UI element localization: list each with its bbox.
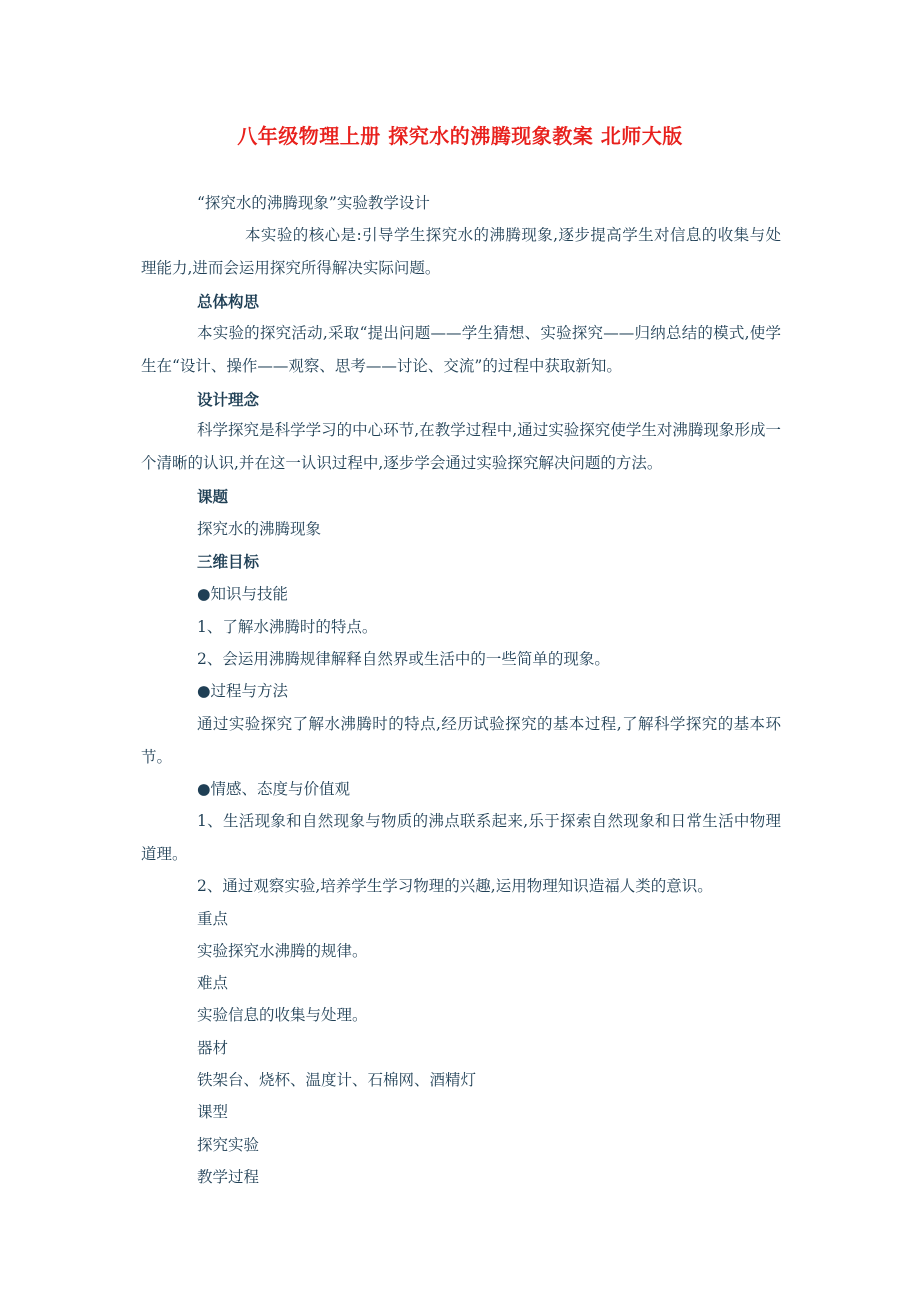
- goal2-heading: ●过程与方法: [197, 682, 289, 700]
- concept-paragraph: 科学探究是科学学习的中心环节,在教学过程中,通过实验探究使学生对沸腾现象形成一个清晰的认识,并在这一认识过程中,逐步学会通过实验探究解决问题的方法。: [141, 421, 781, 472]
- heading-process: 教学过程: [197, 1168, 260, 1186]
- goal3-item1: 1、生活现象和自然现象与物质的沸点联系起来,乐于探索自然现象和日常生活中物理道理。: [141, 812, 781, 863]
- goal1-heading: ●知识与技能: [197, 585, 289, 603]
- difficulty-text: 实验信息的收集与处理。: [197, 1006, 368, 1024]
- goal3-heading: ●情感、态度与价值观: [197, 780, 351, 798]
- heading-equipment: 器材: [197, 1039, 229, 1057]
- document-title: 八年级物理上册 探究水的沸腾现象教案 北师大版: [237, 124, 683, 148]
- goal3-item2: 2、通过观察实验,培养学生学习物理的兴趣,运用物理知识造福人类的意识。: [197, 877, 713, 895]
- equipment-text: 铁架台、烧杯、温度计、石棉网、酒精灯: [197, 1071, 477, 1089]
- goal1-item1: 1、了解水沸腾时的特点。: [197, 618, 378, 636]
- heading-overall: 总体构思: [197, 292, 260, 311]
- subtitle: “探究水的沸腾现象”实验教学设计: [197, 194, 430, 212]
- type-text: 探究实验: [197, 1136, 260, 1154]
- key-text: 实验探究水沸腾的规律。: [197, 942, 368, 960]
- heading-type: 课型: [197, 1103, 229, 1121]
- intro-paragraph: 本实验的核心是:引导学生探究水的沸腾现象,逐步提高学生对信息的收集与处理能力,进而会运用探究所得解决实际问题。: [141, 226, 781, 277]
- heading-difficulty: 难点: [197, 974, 229, 992]
- goal1-item2: 2、会运用沸腾规律解释自然界或生活中的一些简单的现象。: [197, 650, 610, 668]
- heading-goals: 三维目标: [197, 552, 260, 571]
- heading-topic: 课题: [197, 487, 229, 506]
- goal2-paragraph: 通过实验探究了解水沸腾时的特点,经历试验探究的基本过程,了解科学探究的基本环节。: [141, 715, 781, 766]
- topic-text: 探究水的沸腾现象: [197, 520, 322, 538]
- overall-paragraph: 本实验的探究活动,采取“提出问题——学生猜想、实验探究——归纳总结的模式,使学生在“设计、操作——观察、思考——讨论、交流”的过程中获取新知。: [141, 324, 781, 375]
- heading-concept: 设计理念: [197, 390, 260, 409]
- heading-key: 重点: [197, 910, 229, 928]
